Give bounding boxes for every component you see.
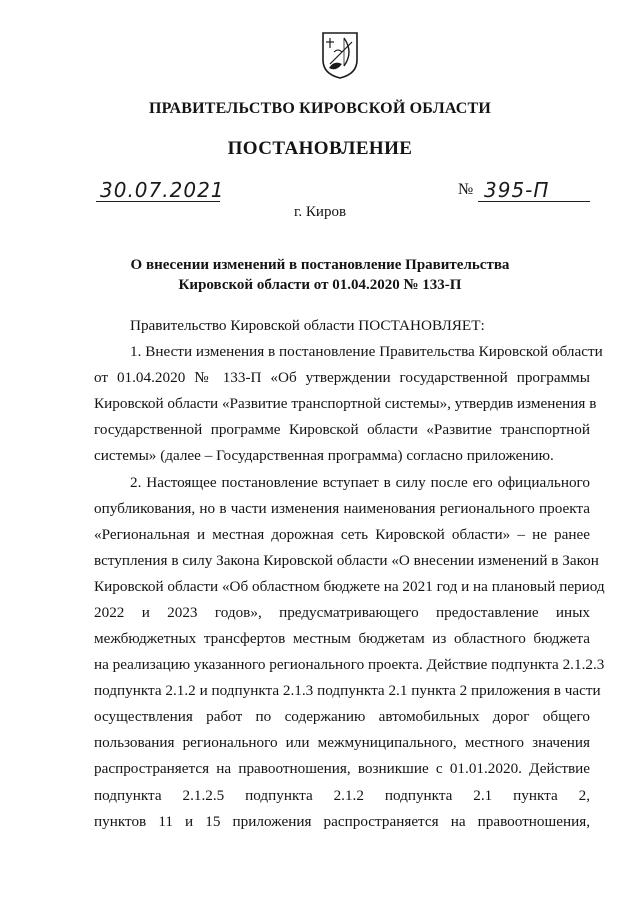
paragraph-1-line: Кировской области «Развитие транспортной системы», утвердив изменения в — [94, 395, 597, 412]
paragraph-2-line: подпункта 2.1.2 и подпункта 2.1.3 подпункта 2.1 пункта 2 приложения в части — [94, 682, 601, 699]
paragraph-2-line: распространяется на правоотношения, возникшие с 01.01.2020. Действие — [94, 760, 590, 777]
paragraph-1-line: 1. Внести изменения в постановление Правительства Кировской области — [130, 343, 603, 360]
paragraph-1-line: государственной программе Кировской области «Развитие транспортной — [94, 421, 590, 438]
paragraph-2-line: пунктов 11 и 15 приложения распространяется на правоотношения, — [94, 813, 590, 830]
paragraph-2-line: Кировской области «Об областном бюджете на 2021 год и на плановый период — [94, 578, 605, 595]
paragraph-2-line: пользования регионального или межмуниципального, местного значения — [94, 734, 590, 751]
subject-line: Кировской области от 01.04.2020 № 133-П — [178, 277, 462, 293]
number-sign: № — [458, 181, 474, 198]
paragraph-1-line: системы» (далее – Государственная программа) согласно приложению. — [94, 447, 554, 464]
paragraph-2-line: межбюджетных трансфертов местным бюджетам из областного бюджета — [94, 630, 590, 647]
paragraph-1-line: от 01.04.2020 № 133-П «Об утверждении государственной программы — [94, 369, 590, 386]
paragraph-2-line: «Региональная и местная дорожная сеть Кировской области» – не ранее — [94, 526, 590, 543]
subject-line: О внесении изменений в постановление Правительства — [130, 257, 510, 273]
preamble: Правительство Кировской области ПОСТАНОВЛЯЕТ: — [130, 317, 485, 334]
paragraph-2-line: 2022 и 2023 годов», предусматривающего предоставление иных — [94, 604, 590, 621]
paragraph-2-line: 2. Настоящее постановление вступает в силу после его официального — [130, 474, 590, 491]
paragraph-2-line: опубликования, но в части изменения наименования регионального проекта — [94, 500, 590, 517]
date-underline — [96, 201, 220, 202]
paragraph-2-line: осуществления работ по содержанию автомобильных дорог общего — [94, 708, 590, 725]
document-number: 395-П — [484, 178, 550, 202]
paragraph-2-line: подпункта 2.1.2.5 подпункта 2.1.2 подпункта 2.1 пункта 2, — [94, 787, 590, 804]
city: г. Киров — [293, 204, 347, 220]
document-type: ПОСТАНОВЛЕНИЕ — [227, 138, 413, 159]
number-underline — [478, 201, 590, 202]
document-subject — [0, 255, 640, 295]
paragraph-2-line: на реализацию указанного регионального проекта. Действие подпункта 2.1.2.3 — [94, 656, 605, 673]
coat-of-arms-icon — [320, 30, 360, 80]
government-title: ПРАВИТЕЛЬСТВО КИРОВСКОЙ ОБЛАСТИ — [148, 100, 492, 117]
document-date: 30.07.2021 — [100, 178, 225, 202]
paragraph-2-line: вступления в силу Закона Кировской области «О внесении изменений в Закон — [94, 552, 599, 569]
